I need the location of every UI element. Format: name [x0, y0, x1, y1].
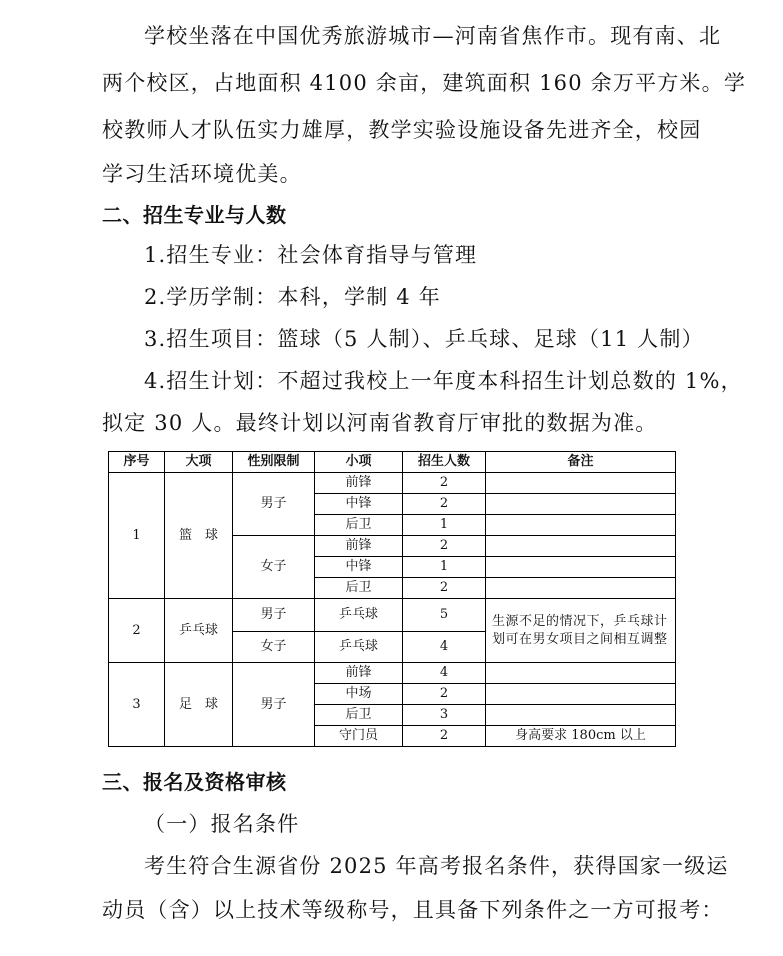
cell-remark: 身高要求 180cm 以上	[486, 726, 676, 747]
cell-position: 乒乓球	[315, 632, 403, 663]
list-item-major: 1.招生专业：社会体育指导与管理	[144, 243, 478, 267]
cell-remark	[486, 663, 676, 684]
cell-remark	[486, 684, 676, 705]
conditions-paragraph-line-1: 考生符合生源省份 2025 年高考报名条件，获得国家一级运	[144, 854, 729, 878]
header-gender: 性别限制	[233, 452, 315, 473]
cell-seq-football: 3	[109, 663, 165, 747]
cell-gender-table-tennis-male: 男子	[233, 599, 315, 632]
header-quota: 招生人数	[403, 452, 486, 473]
table-row	[109, 473, 676, 494]
intro-paragraph-line-2: 两个校区，占地面积 4100 余亩，建筑面积 160 余万平方米。学	[102, 71, 747, 95]
intro-paragraph-line-4: 学习生活环境优美。	[102, 162, 302, 186]
cell-sport-table-tennis: 乒乓球	[165, 599, 233, 663]
cell-position: 前锋	[315, 663, 403, 684]
subsection-1-heading: （一）报名条件	[144, 812, 300, 836]
cell-remark	[486, 705, 676, 726]
cell-remark	[486, 578, 676, 599]
cell-position: 后卫	[315, 578, 403, 599]
list-item-sports: 3.招生项目：篮球（5 人制）、乒乓球、足球（11 人制）	[144, 327, 704, 351]
cell-gender-basketball-male: 男子	[233, 473, 315, 536]
table-row	[109, 663, 676, 684]
header-seq: 序号	[109, 452, 165, 473]
header-remark: 备注	[486, 452, 676, 473]
cell-quota: 2	[403, 494, 486, 515]
cell-gender-table-tennis-female: 女子	[233, 632, 315, 663]
cell-position: 中锋	[315, 494, 403, 515]
cell-quota: 1	[403, 557, 486, 578]
cell-position: 前锋	[315, 536, 403, 557]
header-sport: 大项	[165, 452, 233, 473]
cell-remark	[486, 473, 676, 494]
cell-position: 中锋	[315, 557, 403, 578]
cell-remark	[486, 557, 676, 578]
cell-gender-football: 男子	[233, 663, 315, 747]
cell-seq-basketball: 1	[109, 473, 165, 599]
cell-quota: 5	[403, 599, 486, 632]
cell-quota: 3	[403, 705, 486, 726]
cell-sport-football: 足 球	[165, 663, 233, 747]
cell-remark	[486, 515, 676, 536]
cell-sport-basketball: 篮 球	[165, 473, 233, 599]
cell-quota: 4	[403, 632, 486, 663]
cell-position: 后卫	[315, 515, 403, 536]
cell-position: 前锋	[315, 473, 403, 494]
cell-remark	[486, 494, 676, 515]
cell-position: 后卫	[315, 705, 403, 726]
cell-gender-basketball-female: 女子	[233, 536, 315, 599]
enrollment-table	[108, 451, 676, 747]
cell-seq-table-tennis: 2	[109, 599, 165, 663]
intro-paragraph-line-3: 校教师人才队伍实力雄厚，教学实验设施设备先进齐全，校园	[102, 118, 702, 142]
cell-position: 乒乓球	[315, 599, 403, 632]
table-header-row	[109, 452, 676, 473]
cell-position: 中场	[315, 684, 403, 705]
section-3-heading: 三、报名及资格审核	[102, 770, 287, 794]
list-item-plan-line-2: 拟定 30 人。最终计划以河南省教育厅审批的数据为准。	[102, 411, 658, 435]
cell-quota: 2	[403, 726, 486, 747]
cell-quota: 2	[403, 578, 486, 599]
intro-paragraph-line-1: 学校坐落在中国优秀旅游城市—河南省焦作市。现有南、北	[144, 24, 722, 48]
conditions-paragraph-line-2: 动员（含）以上技术等级称号，且具备下列条件之一方可报考：	[102, 898, 724, 922]
cell-position: 守门员	[315, 726, 403, 747]
header-position: 小项	[315, 452, 403, 473]
table-row	[109, 599, 676, 632]
section-2-heading: 二、招生专业与人数	[102, 203, 287, 227]
cell-remark-table-tennis: 生源不足的情况下，乒乓球计划可在男女项目之间相互调整	[486, 599, 676, 663]
cell-quota: 2	[403, 473, 486, 494]
cell-quota: 4	[403, 663, 486, 684]
cell-quota: 2	[403, 684, 486, 705]
cell-quota: 2	[403, 536, 486, 557]
list-item-duration: 2.学历学制：本科，学制 4 年	[144, 285, 441, 309]
cell-remark	[486, 536, 676, 557]
list-item-plan-line-1: 4.招生计划：不超过我校上一年度本科招生计划总数的 1%，	[144, 369, 743, 393]
cell-quota: 1	[403, 515, 486, 536]
